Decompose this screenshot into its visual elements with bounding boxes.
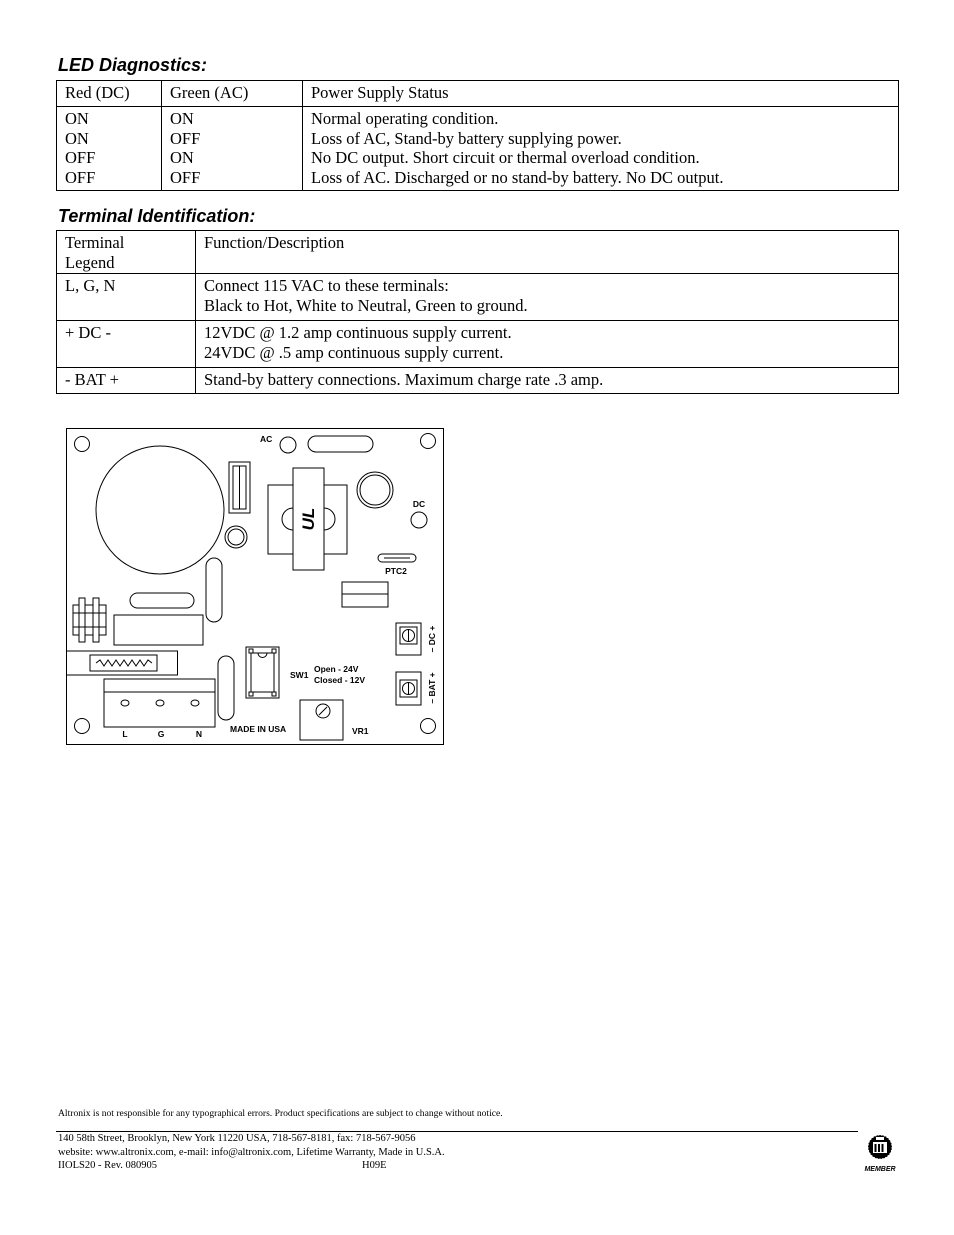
sw1-pin	[272, 649, 276, 653]
ul-mark: UL	[299, 507, 318, 531]
column-header-green: Green (AC)	[162, 81, 303, 107]
red-led-states	[57, 107, 162, 191]
circuit-board-diagram	[66, 428, 444, 745]
red-state: OFF	[65, 167, 96, 187]
horizontal-resistor	[130, 593, 194, 608]
terminal-screw-l	[121, 700, 129, 706]
sw1-pin	[272, 692, 276, 696]
sw1-pin	[249, 649, 253, 653]
dc-led-hole	[411, 512, 427, 528]
sw1-closed-label: Closed - 12V	[314, 675, 366, 685]
power-supply-statuses	[303, 107, 899, 191]
red-state: OFF	[65, 148, 96, 167]
ac-label: AC	[260, 434, 273, 444]
terminal-description: Stand-by battery connections. Maximum charge rate .3 amp.	[196, 368, 899, 394]
column-header-function: Function/Description	[196, 231, 899, 274]
terminal-n-label: N	[195, 729, 203, 739]
column-header-status: Power Supply Status	[303, 81, 899, 107]
dc-terminal-label: – DC +	[427, 625, 437, 653]
fuse-clip-body	[73, 605, 106, 635]
led-diagnostics-table	[56, 80, 899, 191]
table-row	[57, 321, 899, 368]
terminal-description: 12VDC @ 1.2 amp continuous supply current. 24VDC @ .5 amp continuous supply current.	[196, 321, 899, 368]
disclaimer-text: Altronix is not responsible for any typographical errors. Product specifications are subject to change without notice.	[58, 1108, 503, 1119]
table-row	[57, 368, 899, 394]
mounting-hole-bottom-right	[421, 719, 436, 734]
green-state: OFF	[170, 167, 201, 187]
terminal-identification-table	[56, 230, 899, 394]
vertical-resistor-2	[218, 656, 234, 720]
mounting-hole-bottom-left	[75, 719, 90, 734]
table-header-row	[57, 81, 899, 107]
bat-terminal-label: – BAT +	[427, 672, 437, 704]
dc-label: DC	[412, 499, 426, 509]
column-header-red: Red (DC)	[57, 81, 162, 107]
document-code: IIOLS20 - Rev. 080905	[58, 1160, 158, 1171]
company-address: 140 58th Street, Brooklyn, New York 11220 USA, 718-567-8181, fax: 718-567-9056	[58, 1133, 416, 1144]
sw1-switch-inner	[251, 653, 274, 692]
red-state: ON	[65, 109, 89, 128]
status-text: Normal operating condition.	[311, 109, 499, 128]
terminal-g-label: G	[157, 729, 165, 739]
terminal-legend: + DC -	[57, 321, 196, 368]
form-code: H09E	[362, 1160, 387, 1171]
mounting-hole-top-left	[75, 437, 90, 452]
terminal-l-label: L	[122, 729, 128, 739]
fuse-clip-bar-right	[93, 598, 99, 642]
terminal-description: Connect 115 VAC to these terminals: Black to Hot, White to Neutral, Green to ground.	[196, 274, 899, 321]
small-capacitor-inner	[228, 529, 244, 545]
status-text: Loss of AC. Discharged or no stand-by battery. No DC output.	[311, 167, 724, 187]
mounting-hole-top-right	[421, 434, 436, 449]
large-capacitor	[96, 446, 224, 574]
terminal-screw-n	[191, 700, 199, 706]
ac-led-hole	[280, 437, 296, 453]
made-in-usa-label: MADE IN USA	[230, 724, 287, 734]
member-label: MEMBER	[864, 1166, 896, 1173]
status-text: Loss of AC, Stand-by battery supplying power.	[311, 128, 622, 148]
round-component-inner	[360, 475, 390, 505]
red-state: ON	[65, 128, 89, 148]
column-header-legend: Terminal Legend	[57, 231, 196, 274]
led-diagnostics-heading: LED Diagnostics:	[58, 55, 208, 75]
sw1-label: SW1	[290, 670, 309, 680]
green-state: ON	[170, 109, 194, 128]
regulator-block	[114, 615, 203, 645]
terminal-legend: - BAT +	[57, 368, 196, 394]
company-contact: website: www.altronix.com, e-mail: info@altronix.com, Lifetime Warranty, Made in U.S.A.	[58, 1147, 445, 1158]
table-row	[57, 274, 899, 321]
sw1-open-label: Open - 24V	[314, 664, 359, 674]
terminal-screw-g	[156, 700, 164, 706]
terminal-identification-heading: Terminal Identification:	[58, 206, 256, 226]
top-slot	[308, 436, 373, 452]
member-logo	[861, 1131, 899, 1177]
fuse-body	[90, 655, 157, 671]
table-row	[57, 107, 899, 191]
table-header-row	[57, 231, 899, 274]
ptc2-label: PTC2	[385, 566, 407, 576]
vr1-label: VR1	[352, 726, 369, 736]
status-text: No DC output. Short circuit or thermal overload condition.	[311, 148, 700, 167]
green-state: OFF	[170, 128, 201, 148]
green-led-states	[162, 107, 303, 191]
sw1-pin	[249, 692, 253, 696]
vertical-resistor	[206, 558, 222, 622]
member-emblem-icon	[861, 1131, 899, 1177]
circuit-board-svg	[66, 428, 444, 745]
fuse-clip-bar-left	[79, 598, 85, 642]
green-state: ON	[170, 148, 194, 167]
terminal-legend: L, G, N	[57, 274, 196, 321]
